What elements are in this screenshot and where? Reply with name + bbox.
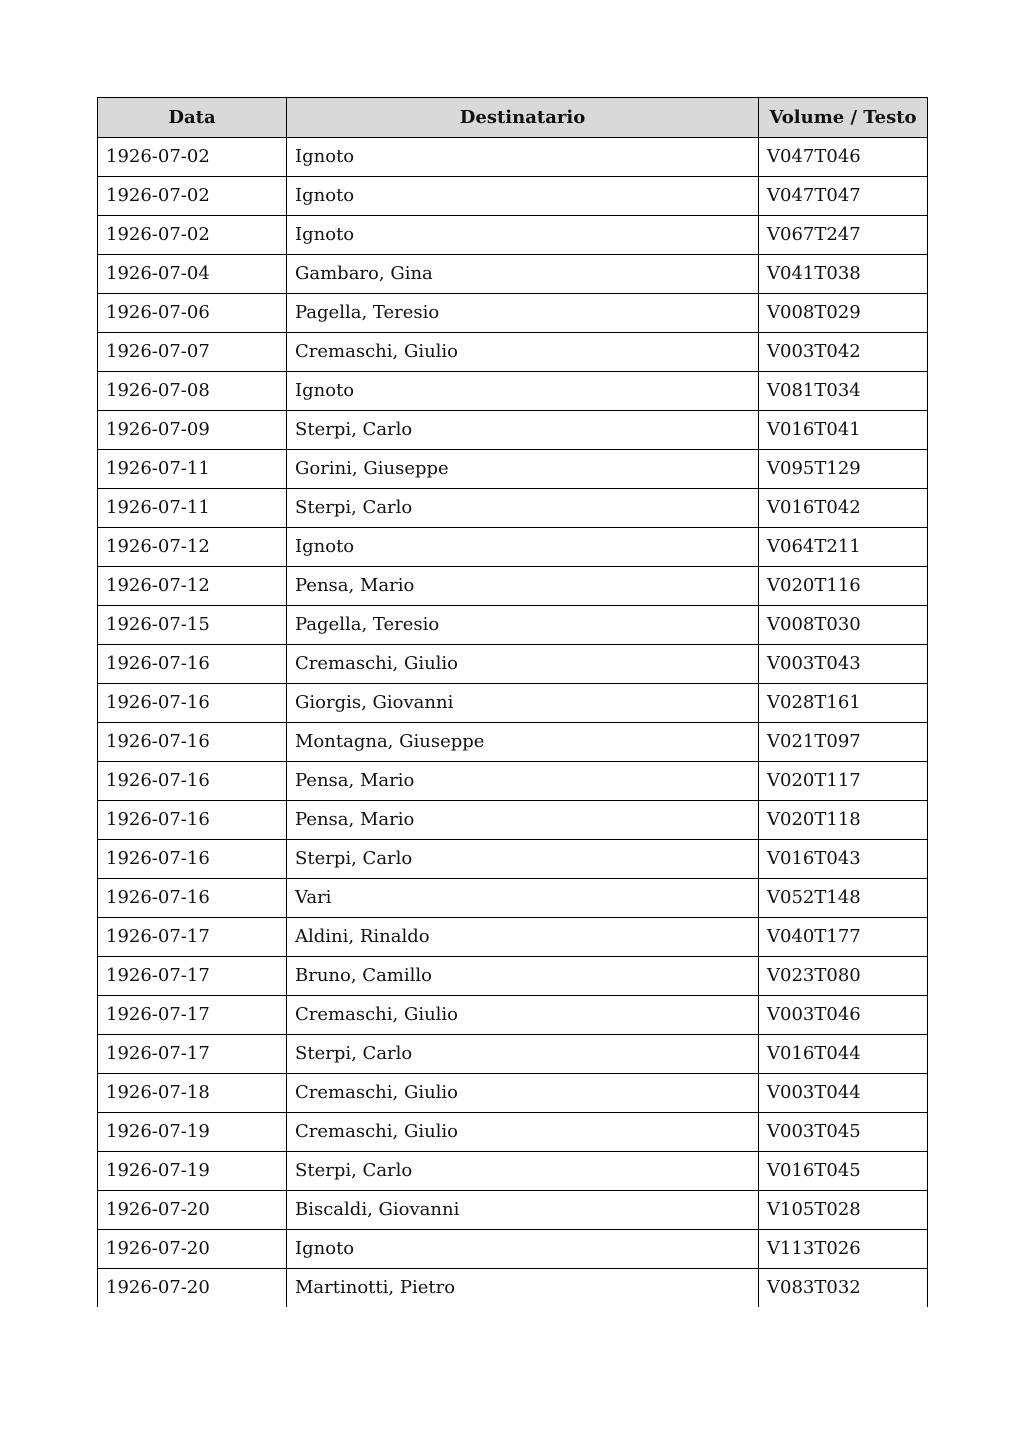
header-recipient: Destinatario bbox=[287, 98, 759, 138]
table-row bbox=[98, 1152, 928, 1191]
cell-date: 1926-07-06 bbox=[98, 294, 287, 333]
cell-recipient: Sterpi, Carlo bbox=[287, 489, 759, 528]
cell-volume-text: V016T042 bbox=[759, 489, 928, 528]
cell-volume-text: V081T034 bbox=[759, 372, 928, 411]
cell-volume-text: V083T032 bbox=[759, 1269, 928, 1308]
cell-volume-text: V095T129 bbox=[759, 450, 928, 489]
cell-volume-text: V040T177 bbox=[759, 918, 928, 957]
cell-recipient: Giorgis, Giovanni bbox=[287, 684, 759, 723]
cell-date: 1926-07-11 bbox=[98, 489, 287, 528]
table-row bbox=[98, 957, 928, 996]
cell-volume-text: V028T161 bbox=[759, 684, 928, 723]
cell-volume-text: V021T097 bbox=[759, 723, 928, 762]
cell-date: 1926-07-04 bbox=[98, 255, 287, 294]
cell-date: 1926-07-17 bbox=[98, 996, 287, 1035]
table-row bbox=[98, 411, 928, 450]
cell-recipient: Gambaro, Gina bbox=[287, 255, 759, 294]
cell-volume-text: V016T041 bbox=[759, 411, 928, 450]
cell-recipient: Ignoto bbox=[287, 138, 759, 177]
table-row bbox=[98, 294, 928, 333]
cell-volume-text: V052T148 bbox=[759, 879, 928, 918]
cell-date: 1926-07-02 bbox=[98, 138, 287, 177]
table-row bbox=[98, 645, 928, 684]
cell-recipient: Martinotti, Pietro bbox=[287, 1269, 759, 1308]
cell-date: 1926-07-11 bbox=[98, 450, 287, 489]
cell-date: 1926-07-16 bbox=[98, 645, 287, 684]
cell-recipient: Sterpi, Carlo bbox=[287, 1035, 759, 1074]
table-row bbox=[98, 1269, 928, 1308]
cell-date: 1926-07-12 bbox=[98, 567, 287, 606]
cell-date: 1926-07-16 bbox=[98, 684, 287, 723]
cell-date: 1926-07-15 bbox=[98, 606, 287, 645]
cell-date: 1926-07-18 bbox=[98, 1074, 287, 1113]
cell-date: 1926-07-16 bbox=[98, 879, 287, 918]
cell-date: 1926-07-02 bbox=[98, 177, 287, 216]
table-row bbox=[98, 801, 928, 840]
cell-volume-text: V003T046 bbox=[759, 996, 928, 1035]
cell-date: 1926-07-19 bbox=[98, 1152, 287, 1191]
letters-table bbox=[97, 97, 928, 1307]
cell-volume-text: V020T116 bbox=[759, 567, 928, 606]
table-row bbox=[98, 723, 928, 762]
cell-recipient: Pensa, Mario bbox=[287, 567, 759, 606]
cell-date: 1926-07-20 bbox=[98, 1191, 287, 1230]
cell-recipient: Pensa, Mario bbox=[287, 801, 759, 840]
document-page bbox=[97, 97, 927, 1307]
cell-recipient: Pagella, Teresio bbox=[287, 606, 759, 645]
cell-recipient: Biscaldi, Giovanni bbox=[287, 1191, 759, 1230]
cell-volume-text: V113T026 bbox=[759, 1230, 928, 1269]
cell-recipient: Gorini, Giuseppe bbox=[287, 450, 759, 489]
table-row bbox=[98, 879, 928, 918]
cell-date: 1926-07-16 bbox=[98, 801, 287, 840]
cell-date: 1926-07-16 bbox=[98, 840, 287, 879]
table-row bbox=[98, 840, 928, 879]
table-row bbox=[98, 762, 928, 801]
table-row bbox=[98, 450, 928, 489]
table-row bbox=[98, 255, 928, 294]
table-row bbox=[98, 567, 928, 606]
cell-recipient: Cremaschi, Giulio bbox=[287, 996, 759, 1035]
table-body bbox=[98, 138, 928, 1308]
cell-volume-text: V020T117 bbox=[759, 762, 928, 801]
table-row bbox=[98, 1113, 928, 1152]
table-row bbox=[98, 1230, 928, 1269]
cell-volume-text: V016T045 bbox=[759, 1152, 928, 1191]
cell-recipient: Bruno, Camillo bbox=[287, 957, 759, 996]
cell-date: 1926-07-16 bbox=[98, 723, 287, 762]
cell-volume-text: V003T042 bbox=[759, 333, 928, 372]
cell-recipient: Montagna, Giuseppe bbox=[287, 723, 759, 762]
table-row bbox=[98, 996, 928, 1035]
cell-volume-text: V047T046 bbox=[759, 138, 928, 177]
cell-date: 1926-07-17 bbox=[98, 957, 287, 996]
cell-volume-text: V016T044 bbox=[759, 1035, 928, 1074]
cell-volume-text: V064T211 bbox=[759, 528, 928, 567]
cell-recipient: Aldini, Rinaldo bbox=[287, 918, 759, 957]
cell-date: 1926-07-12 bbox=[98, 528, 287, 567]
header-volume-text: Volume / Testo bbox=[759, 98, 928, 138]
cell-recipient: Pensa, Mario bbox=[287, 762, 759, 801]
table-row bbox=[98, 216, 928, 255]
table-row bbox=[98, 684, 928, 723]
cell-recipient: Ignoto bbox=[287, 1230, 759, 1269]
cell-recipient: Sterpi, Carlo bbox=[287, 411, 759, 450]
cell-volume-text: V008T030 bbox=[759, 606, 928, 645]
cell-volume-text: V067T247 bbox=[759, 216, 928, 255]
cell-recipient: Vari bbox=[287, 879, 759, 918]
cell-recipient: Sterpi, Carlo bbox=[287, 1152, 759, 1191]
table-row bbox=[98, 333, 928, 372]
cell-date: 1926-07-09 bbox=[98, 411, 287, 450]
cell-recipient: Sterpi, Carlo bbox=[287, 840, 759, 879]
cell-recipient: Pagella, Teresio bbox=[287, 294, 759, 333]
cell-recipient: Ignoto bbox=[287, 216, 759, 255]
table-header bbox=[98, 98, 928, 138]
table-row bbox=[98, 606, 928, 645]
cell-date: 1926-07-17 bbox=[98, 918, 287, 957]
cell-date: 1926-07-02 bbox=[98, 216, 287, 255]
cell-date: 1926-07-20 bbox=[98, 1269, 287, 1308]
cell-volume-text: V003T045 bbox=[759, 1113, 928, 1152]
cell-date: 1926-07-08 bbox=[98, 372, 287, 411]
cell-recipient: Ignoto bbox=[287, 177, 759, 216]
cell-volume-text: V020T118 bbox=[759, 801, 928, 840]
cell-volume-text: V003T043 bbox=[759, 645, 928, 684]
table-row bbox=[98, 177, 928, 216]
table-row bbox=[98, 1074, 928, 1113]
cell-recipient: Ignoto bbox=[287, 528, 759, 567]
cell-recipient: Ignoto bbox=[287, 372, 759, 411]
cell-date: 1926-07-19 bbox=[98, 1113, 287, 1152]
cell-volume-text: V105T028 bbox=[759, 1191, 928, 1230]
cell-date: 1926-07-17 bbox=[98, 1035, 287, 1074]
cell-date: 1926-07-20 bbox=[98, 1230, 287, 1269]
cell-recipient: Cremaschi, Giulio bbox=[287, 333, 759, 372]
table-row bbox=[98, 528, 928, 567]
cell-recipient: Cremaschi, Giulio bbox=[287, 645, 759, 684]
table-row bbox=[98, 138, 928, 177]
cell-volume-text: V047T047 bbox=[759, 177, 928, 216]
cell-volume-text: V041T038 bbox=[759, 255, 928, 294]
header-date: Data bbox=[98, 98, 287, 138]
cell-date: 1926-07-16 bbox=[98, 762, 287, 801]
cell-volume-text: V003T044 bbox=[759, 1074, 928, 1113]
cell-volume-text: V023T080 bbox=[759, 957, 928, 996]
cell-recipient: Cremaschi, Giulio bbox=[287, 1113, 759, 1152]
table-row bbox=[98, 372, 928, 411]
cell-volume-text: V008T029 bbox=[759, 294, 928, 333]
table-row bbox=[98, 1191, 928, 1230]
table-row bbox=[98, 489, 928, 528]
table-row bbox=[98, 1035, 928, 1074]
cell-date: 1926-07-07 bbox=[98, 333, 287, 372]
header-row bbox=[98, 98, 928, 138]
cell-volume-text: V016T043 bbox=[759, 840, 928, 879]
table-row bbox=[98, 918, 928, 957]
cell-recipient: Cremaschi, Giulio bbox=[287, 1074, 759, 1113]
